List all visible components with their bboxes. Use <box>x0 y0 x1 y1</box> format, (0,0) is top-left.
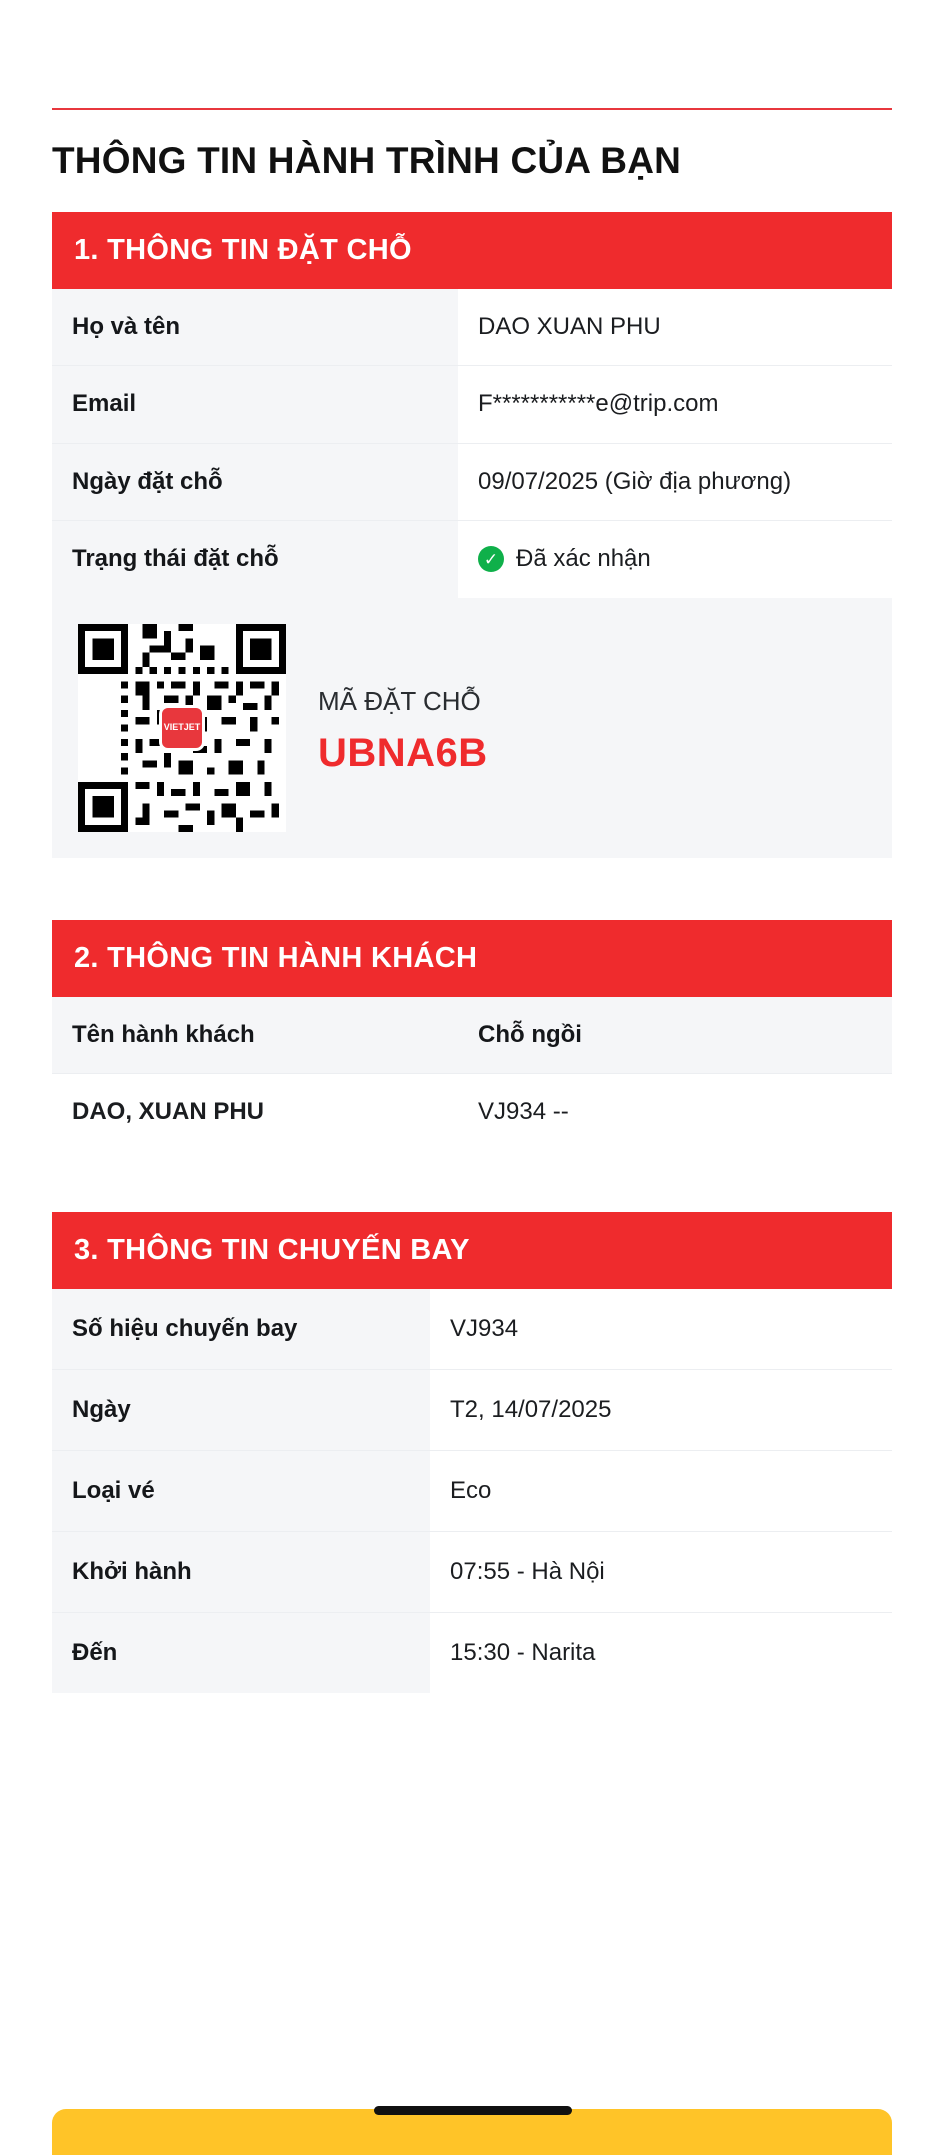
value-email: F***********e@trip.com <box>458 366 892 443</box>
table-row <box>52 443 892 520</box>
table-row <box>52 1369 892 1450</box>
passenger-table <box>52 997 892 1150</box>
page-title: THÔNG TIN HÀNH TRÌNH CỦA BẠN <box>52 140 682 181</box>
column-passenger-name: Tên hành khách <box>52 997 458 1074</box>
spacer <box>52 858 894 920</box>
vietjet-logo-icon: VIETJET <box>159 705 205 751</box>
value-date: T2, 14/07/2025 <box>430 1369 892 1450</box>
booking-code-value: UBNA6B <box>318 730 488 775</box>
label-date: Ngày <box>52 1369 430 1450</box>
spacer <box>52 1150 894 1212</box>
booking-code-meta <box>318 680 488 776</box>
label-arrival: Đến <box>52 1612 430 1693</box>
booking-code-label: MÃ ĐẶT CHỖ <box>318 685 481 716</box>
section-header-booking: 1. THÔNG TIN ĐẶT CHỖ <box>52 212 892 289</box>
bottom-action-bar[interactable] <box>52 2109 892 2155</box>
value-booking-status-cell <box>458 521 892 597</box>
booking-code-block <box>52 598 892 858</box>
value-full-name: DAO XUAN PHU <box>458 289 892 366</box>
section-header-passenger: 2. THÔNG TIN HÀNH KHÁCH <box>52 920 892 997</box>
cell-passenger-name: DAO, XUAN PHU <box>52 1073 458 1150</box>
home-indicator <box>374 2106 572 2115</box>
label-full-name: Họ và tên <box>52 289 458 366</box>
flight-info-table <box>52 1289 892 1693</box>
table-row <box>52 521 892 598</box>
label-ticket-type: Loại vé <box>52 1450 430 1531</box>
booking-info-table <box>52 289 892 598</box>
table-row <box>52 1289 892 1370</box>
column-seat: Chỗ ngồi <box>458 997 892 1074</box>
table-row <box>52 1531 892 1612</box>
section-header-flight: 3. THÔNG TIN CHUYẾN BAY <box>52 1212 892 1289</box>
status-badge: Đã xác nhận <box>516 545 651 573</box>
cell-seat: VJ934 -- <box>458 1073 892 1150</box>
table-row <box>52 1612 892 1693</box>
value-booking-date: 09/07/2025 (Giờ địa phương) <box>458 443 892 520</box>
top-divider <box>52 108 892 110</box>
label-departure: Khởi hành <box>52 1531 430 1612</box>
value-arrival: 15:30 - Narita <box>430 1612 892 1693</box>
value-flight-number: VJ934 <box>430 1289 892 1370</box>
label-booking-date: Ngày đặt chỗ <box>52 443 458 520</box>
table-row <box>52 1450 892 1531</box>
table-row <box>52 1073 892 1150</box>
check-circle-icon: ✓ <box>478 546 504 572</box>
value-ticket-type: Eco <box>430 1450 892 1531</box>
label-booking-status: Trạng thái đặt chỗ <box>52 521 458 598</box>
table-header-row <box>52 997 892 1074</box>
label-flight-number: Số hiệu chuyến bay <box>52 1289 430 1370</box>
value-departure: 07:55 - Hà Nội <box>430 1531 892 1612</box>
qr-code-image <box>78 624 286 832</box>
table-row <box>52 366 892 443</box>
label-email: Email <box>52 366 458 443</box>
itinerary-document <box>0 108 946 2155</box>
table-row <box>52 289 892 366</box>
